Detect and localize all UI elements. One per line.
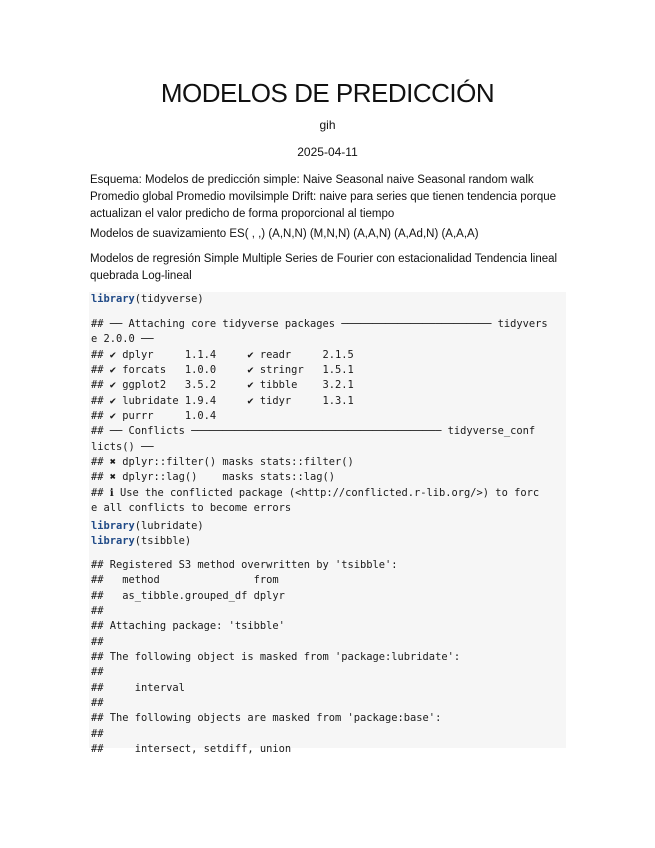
code-chunk-tidyverse — [91, 292, 564, 307]
output-line: ## — [91, 605, 104, 618]
output-line: ## method from — [91, 574, 279, 587]
code-argument: (lubridate) — [134, 520, 204, 532]
code-keyword: library — [91, 293, 135, 305]
document-title: MODELOS DE PREDICCIÓN — [160, 78, 495, 108]
output-line: e all conflicts to become errors — [91, 502, 292, 515]
code-output-tidyverse — [91, 317, 564, 516]
code-keyword: library — [91, 520, 135, 532]
output-line: ## ✔ forcats 1.0.0 ✔ stringr 1.5.1 — [91, 364, 354, 377]
code-argument: (tidyverse) — [134, 293, 204, 305]
output-line: e 2.0.0 ── — [91, 333, 154, 346]
output-line: ## — [91, 727, 104, 740]
output-line: ## The following objects are masked from 'package:base': — [91, 712, 442, 725]
output-line: ## — [91, 666, 104, 679]
output-line: ## ℹ Use the conflicted package (<http://conflicted.r-lib.org/>) to forc — [91, 486, 540, 499]
output-line: ## Registered S3 method overwritten by 'tsibble': — [91, 559, 398, 571]
output-line: ## — [91, 697, 104, 710]
output-line: ## interval — [91, 681, 185, 694]
output-line: ## The following object is masked from 'package:lubridate': — [91, 651, 461, 664]
code-argument: (tsibble) — [134, 535, 192, 548]
output-line: ## intersect, setdiff, union — [91, 743, 292, 756]
document-date: 2025-04-11 — [297, 145, 358, 159]
paragraph-regresion: Modelos de regresión Simple Multiple Series de Fourier con estacionalidad Tendencia lineal quebrada Log-lineal — [90, 253, 558, 282]
code-output-tsibble — [91, 558, 564, 757]
output-line: ## ── Attaching core tidyverse packages ──────────────────────── tidyvers — [91, 318, 548, 330]
document-author: gih — [319, 118, 336, 132]
output-line: ## ✔ lubridate 1.9.4 ✔ tidyr 1.3.1 — [91, 394, 354, 407]
output-line: ## ✖ dplyr::lag() masks stats::lag() — [91, 471, 335, 484]
output-line: ## ✔ ggplot2 3.5.2 ✔ tibble 3.2.1 — [91, 379, 354, 392]
output-line: ## — [91, 635, 104, 648]
code-keyword: library — [91, 535, 135, 548]
paragraph-esquema: Esquema: Modelos de predicción simple: Naive Seasonal naive Seasonal random walk Promedio global Promedio movilsimple Drift: naive para series que tienen tendencia porque actualizan el valor predicho de forma proporcional al tiempo — [90, 174, 557, 220]
output-line: ## Attaching package: 'tsibble' — [91, 620, 285, 633]
output-line: ## ✔ purrr 1.0.4 — [91, 410, 217, 423]
paragraph-suavizamiento: Modelos de suavizamiento ES( , ,) (A,N,N) (M,N,N) (A,A,N) (A,Ad,N) (A,A,A) — [90, 228, 479, 240]
code-chunk-lubridate-tsibble — [91, 519, 564, 550]
output-line: ## ✔ dplyr 1.1.4 ✔ readr 2.1.5 — [91, 348, 354, 361]
output-line: ## as_tibble.grouped_df dplyr — [91, 589, 285, 602]
output-line: ## ── Conflicts ──────────────────────────────────────── tidyverse_conf — [91, 425, 536, 438]
output-line: ## ✖ dplyr::filter() masks stats::filter() — [91, 456, 354, 469]
output-line: licts() ── — [91, 440, 154, 453]
